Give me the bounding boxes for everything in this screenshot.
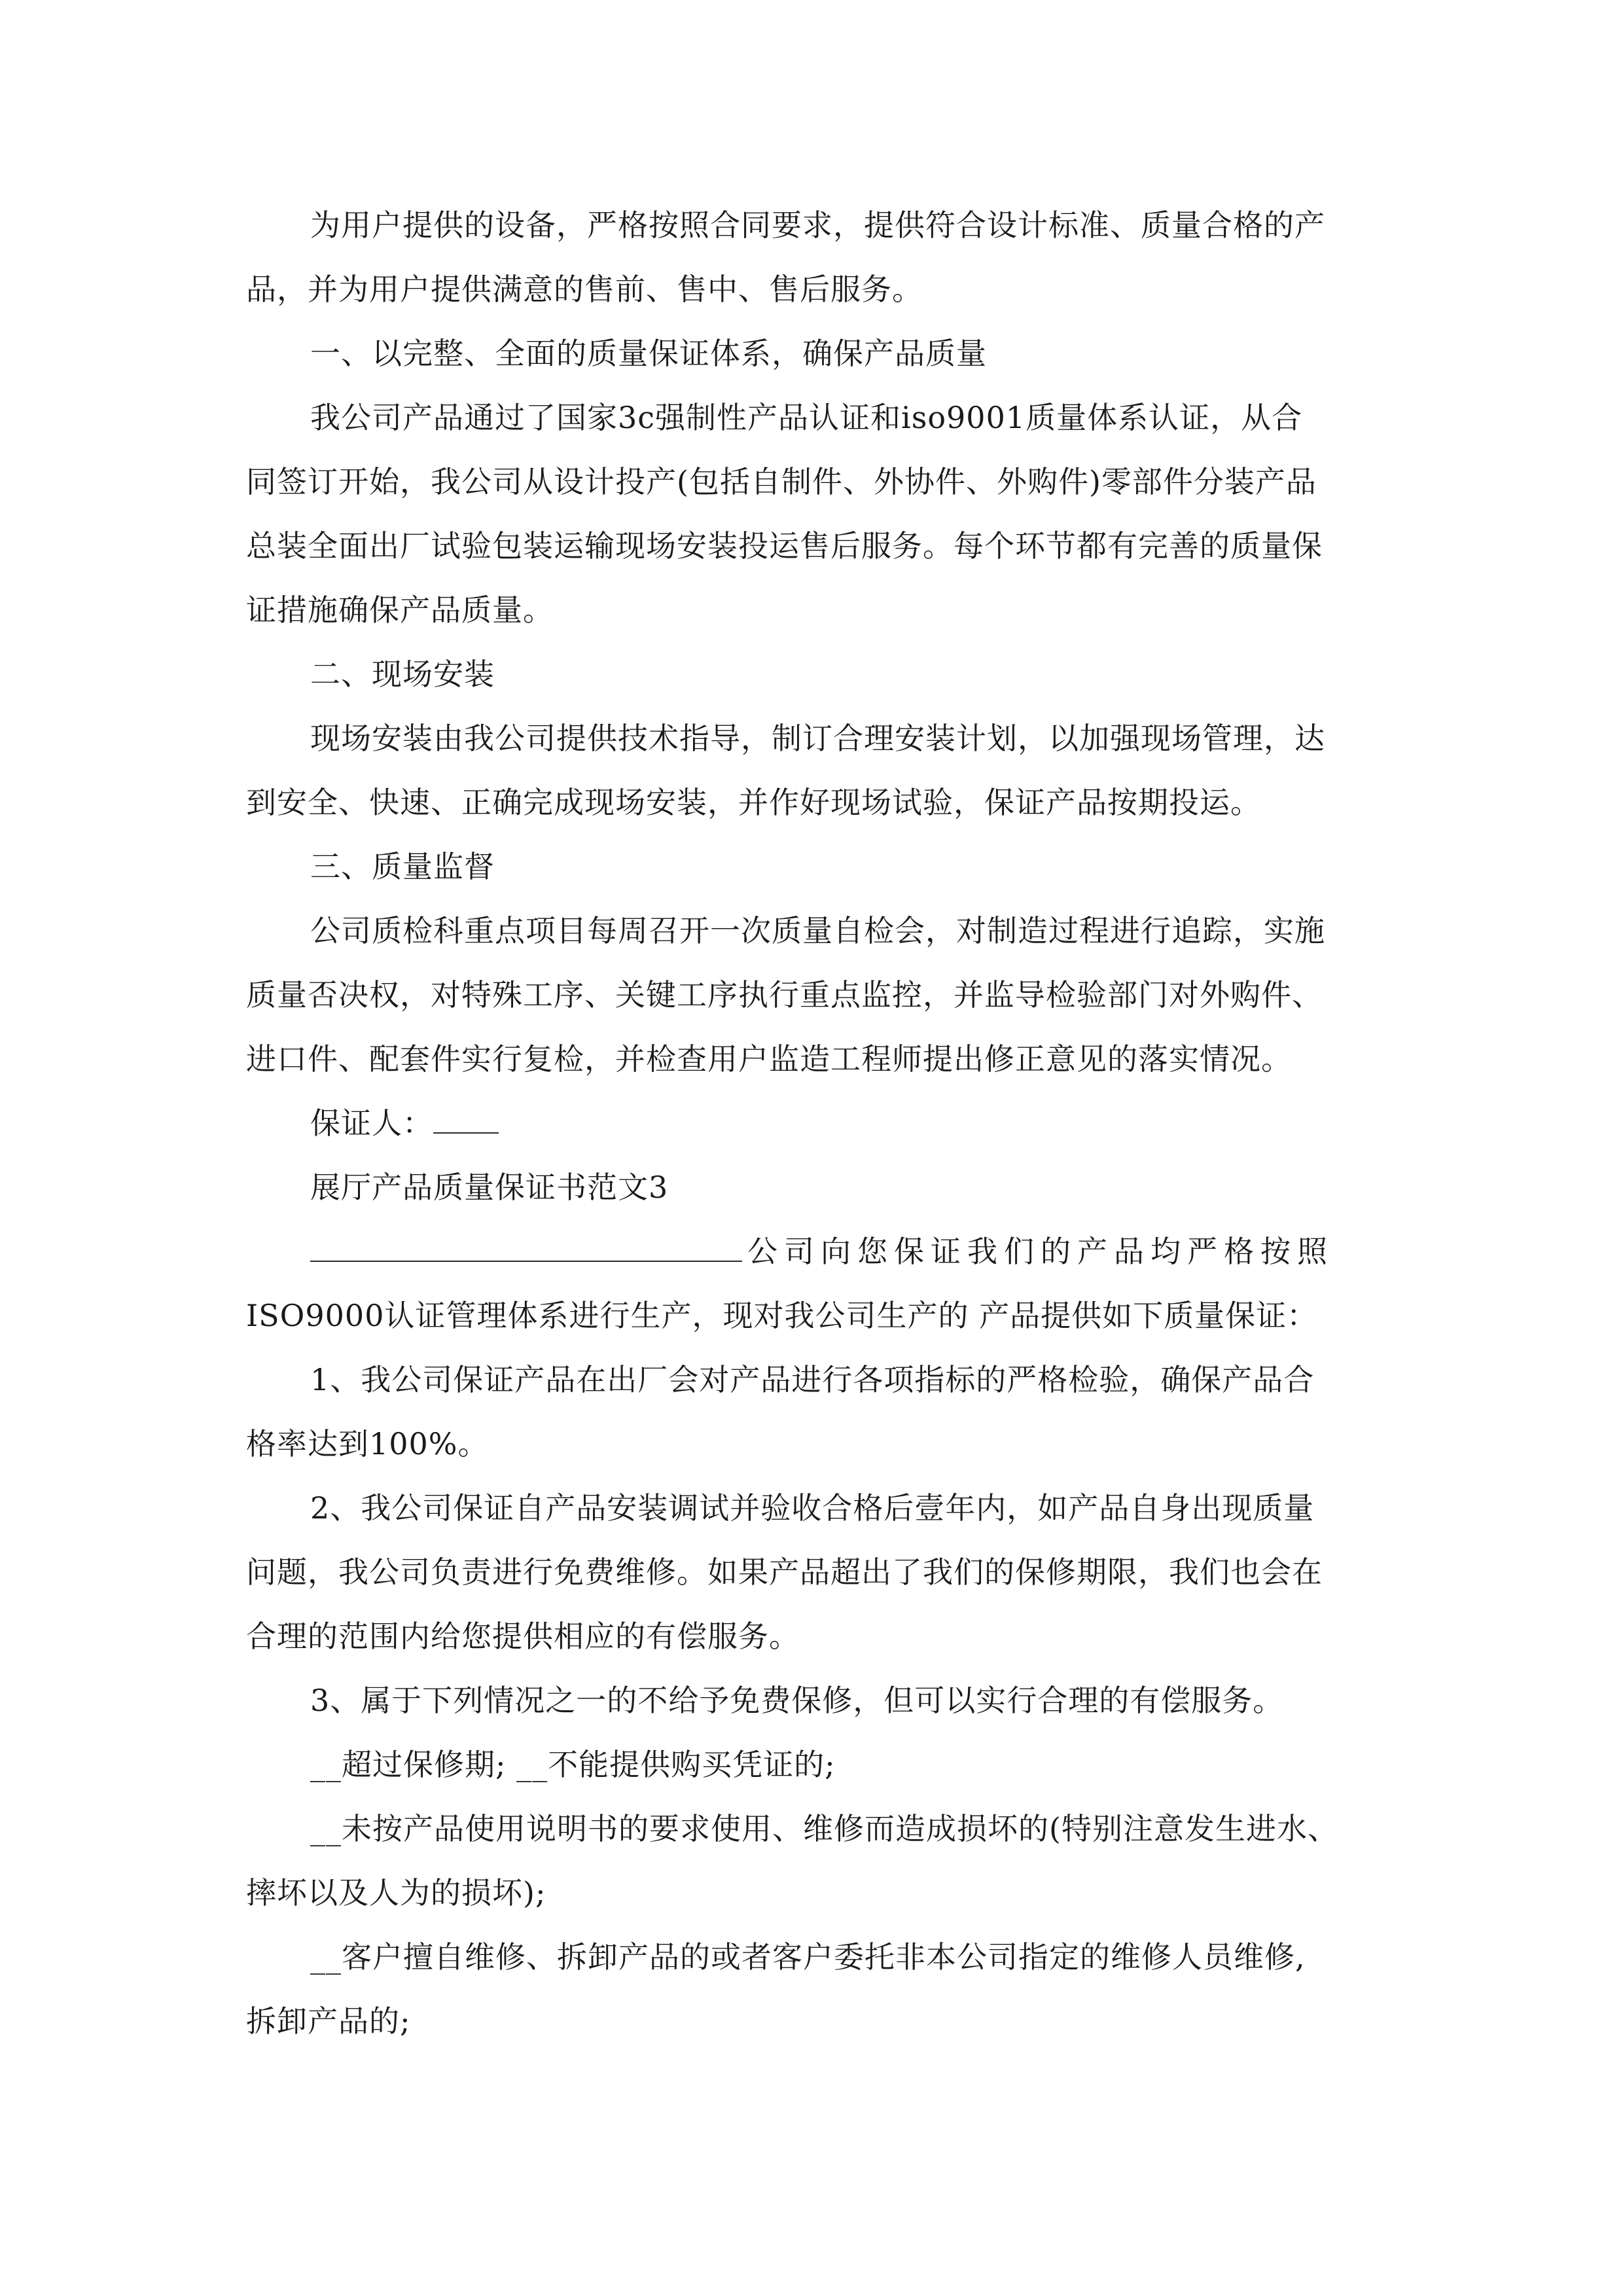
item-2-line-1: 2、我公司保证自产品安装调试并验收合格后壹年内，如产品自身出现质量 — [310, 1490, 1315, 1526]
body-1-line-3: 总装全面出厂试验包装运输现场安装投运售后服务。每个环节都有完善的质量保 — [246, 528, 1323, 564]
guarantor-signature-blank[interactable] — [433, 1103, 499, 1134]
company-name-blank[interactable] — [310, 1232, 742, 1262]
sample-title-3: 展厅产品质量保证书范文3 — [310, 1170, 669, 1205]
guarantor-label: 保证人： — [310, 1105, 433, 1141]
case-2-line-2: 摔坏以及人为的损坏); — [246, 1875, 546, 1910]
item-3-line-1: 3、属于下列情况之一的不给予免费保修，但可以实行合理的有偿服务。 — [310, 1683, 1284, 1718]
body-2-line-1: 现场安装由我公司提供技术指导，制订合理安装计划，以加强现场管理，达 — [310, 721, 1325, 756]
body-1-line-2: 同签订开始，我公司从设计投产(包括自制件、外协件、外购件)零部件分装产品 — [246, 464, 1317, 499]
company-intro-text: 公司向您保证我们的产品均严格按照 — [747, 1234, 1334, 1269]
case-3-line-2: 拆卸产品的; — [246, 2003, 411, 2039]
case-3-line-1: __客户擅自维修、拆卸产品的或者客户委托非本公司指定的维修人员维修, — [310, 1939, 1306, 1975]
body-3-line-3: 进口件、配套件实行复检，并检查用户监造工程师提出修正意见的落实情况。 — [246, 1041, 1292, 1077]
section-heading-1: 一、以完整、全面的质量保证体系，确保产品质量 — [310, 336, 987, 371]
item-2-line-3: 合理的范围内给您提供相应的有偿服务。 — [246, 1619, 800, 1654]
item-1-line-2: 格率达到100%。 — [246, 1426, 489, 1462]
item-2-line-2: 问题，我公司负责进行免费维修。如果产品超出了我们的保修期限，我们也会在 — [246, 1554, 1323, 1590]
intro-line-1: 为用户提供的设备，严格按照合同要求，提供符合设计标准、质量合格的产 — [310, 207, 1325, 243]
guarantor-line — [310, 1103, 499, 1143]
body-1-line-4: 证措施确保产品质量。 — [246, 592, 554, 628]
section-heading-3: 三、质量监督 — [310, 849, 495, 884]
company-intro-line-1 — [310, 1232, 1334, 1271]
section-heading-2: 二、现场安装 — [310, 656, 495, 692]
item-1-line-1: 1、我公司保证产品在出厂会对产品进行各项指标的严格检验，确保产品合 — [310, 1362, 1315, 1397]
body-3-line-1: 公司质检科重点项目每周召开一次质量自检会，对制造过程进行追踪，实施 — [310, 913, 1325, 948]
body-1-line-1: 我公司产品通过了国家3c强制性产品认证和iso9001质量体系认证，从合 — [310, 400, 1303, 435]
company-intro-line-2: ISO9000认证管理体系进行生产，现对我公司生产的 产品提供如下质量保证： — [246, 1298, 1318, 1333]
case-2-line-1: __未按产品使用说明书的要求使用、维修而造成损坏的(特别注意发生进水、 — [310, 1811, 1338, 1846]
body-3-line-2: 质量否决权，对特殊工序、关键工序执行重点监控，并监导检验部门对外购件、 — [246, 977, 1323, 1013]
body-2-line-2: 到安全、快速、正确完成现场安装，并作好现场试验，保证产品按期投运。 — [246, 785, 1261, 820]
intro-line-2: 品，并为用户提供满意的售前、售中、售后服务。 — [246, 272, 923, 307]
case-1-line: __超过保修期; __不能提供购买凭证的; — [310, 1747, 836, 1782]
